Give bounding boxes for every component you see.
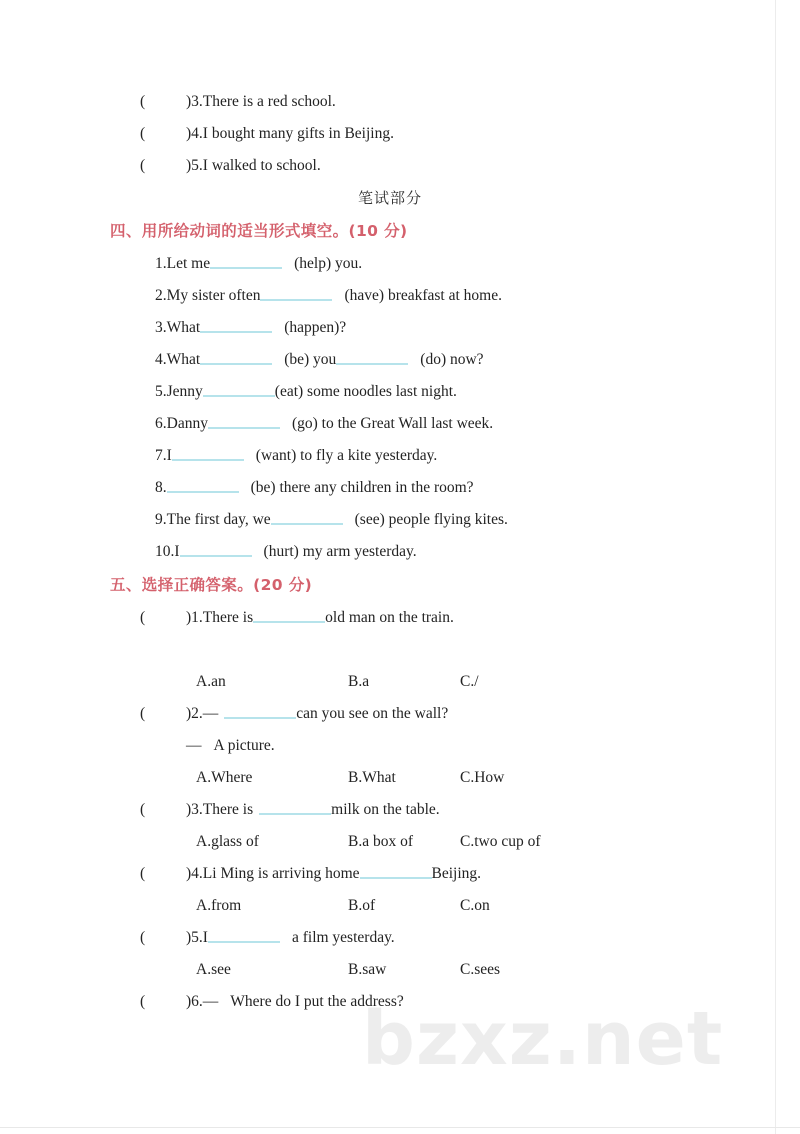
item-stem-pre: There is: [202, 609, 254, 626]
answer-blank[interactable]: [208, 928, 280, 943]
item-number: 1.: [155, 255, 167, 272]
answer-blank[interactable]: [200, 318, 272, 333]
item-number: 7.: [155, 447, 167, 464]
option-c[interactable]: C.sees: [460, 961, 501, 978]
option-b[interactable]: B.saw: [348, 961, 387, 978]
answer-bracket[interactable]: (: [140, 929, 146, 946]
option-a[interactable]: A.glass of: [196, 833, 259, 850]
answer-blank[interactable]: [260, 286, 332, 301]
item-stem-post: can you see on the wall?: [296, 705, 449, 722]
option-b[interactable]: B.a: [348, 673, 370, 690]
option-a[interactable]: A.an: [196, 673, 226, 690]
multiple-choice-item: [0, 858, 800, 890]
item-stem-pre: My sister often: [166, 287, 261, 304]
item-stem-post: a film yesterday.: [291, 929, 395, 946]
answer-blank[interactable]: [271, 510, 343, 525]
answer-bracket[interactable]: (: [140, 125, 146, 142]
option-row: [0, 890, 800, 922]
answer-blank[interactable]: [180, 542, 252, 557]
answer-bracket-close: ): [186, 157, 192, 174]
answer-blank[interactable]: [200, 350, 272, 365]
item-stem-post: (be) there any children in the room?: [250, 479, 474, 496]
item-number: 3.: [191, 93, 203, 110]
answer-blank[interactable]: [203, 382, 275, 397]
multiple-choice-item: [0, 698, 800, 730]
item-stem-pre: Let me: [166, 255, 211, 272]
item-stem-post: (have) breakfast at home.: [344, 287, 502, 304]
section-heading-four: 四、用所给动词的适当形式填空。(10 分): [110, 222, 408, 240]
option-b[interactable]: B.a box of: [348, 833, 414, 850]
item-number: 4.: [155, 351, 167, 368]
fill-blank-item: [0, 312, 800, 344]
answer-bracket[interactable]: (: [140, 801, 146, 818]
option-c[interactable]: C.two cup of: [460, 833, 541, 850]
answer-blank[interactable]: [167, 478, 239, 493]
item-stem-pre: What: [166, 319, 201, 336]
item-number: 6.: [191, 993, 203, 1010]
item-stem-post: (hurt) my arm yesterday.: [263, 543, 417, 560]
fill-blank-item: [0, 440, 800, 472]
item-text: I bought many gifts in Beijing.: [202, 125, 394, 142]
item-stem-post: (want) to fly a kite yesterday.: [255, 447, 438, 464]
fill-blank-item: [0, 248, 800, 280]
item-stem-post: (go) to the Great Wall last week.: [291, 415, 494, 432]
answer-bracket-close: ): [186, 705, 192, 722]
option-b[interactable]: B.What: [348, 769, 396, 786]
answer-bracket-close: ): [186, 865, 192, 882]
item-stem-pre: Li Ming is arriving home: [202, 865, 360, 882]
option-a[interactable]: A.see: [196, 961, 231, 978]
option-row: [0, 954, 800, 986]
item-number: 5.: [155, 383, 167, 400]
written-part-banner: [0, 182, 800, 214]
dialogue-answer-line: [0, 730, 800, 762]
fill-blank-item: [0, 536, 800, 568]
dialogue-dash: —: [186, 737, 202, 754]
answer-bracket-close: ): [186, 125, 192, 142]
multiple-choice-item: [0, 794, 800, 826]
answer-blank[interactable]: [360, 864, 432, 879]
item-number: 9.: [155, 511, 167, 528]
option-a[interactable]: A.Where: [196, 769, 253, 786]
item-stem-post: (eat) some noodles last night.: [274, 383, 457, 400]
answer-blank[interactable]: [336, 350, 408, 365]
answer-bracket[interactable]: (: [140, 609, 146, 626]
answer-blank[interactable]: [224, 704, 296, 719]
answer-bracket[interactable]: (: [140, 865, 146, 882]
item-stem-pre: There is: [202, 801, 254, 818]
item-number: 10.: [155, 543, 175, 560]
item-number: 2.: [191, 705, 203, 722]
item-stem-pre: I: [174, 543, 180, 560]
fill-blank-item: [0, 376, 800, 408]
item-stem-post: milk on the table.: [331, 801, 440, 818]
item-number: 5.: [191, 157, 203, 174]
item-number: 1.: [191, 609, 203, 626]
answer-blank[interactable]: [208, 414, 280, 429]
fill-blank-item: [0, 472, 800, 504]
item-stem-post: (happen)?: [284, 319, 347, 336]
item-number: 3.: [191, 801, 203, 818]
answer-blank[interactable]: [253, 608, 325, 623]
item-number: 5.: [191, 929, 203, 946]
fill-blank-item: [0, 344, 800, 376]
item-number: 6.: [155, 415, 167, 432]
item-number: 2.: [155, 287, 167, 304]
item-stem-pre: What: [166, 351, 201, 368]
answer-bracket-close: ): [186, 993, 192, 1010]
item-stem-pre: I: [202, 929, 208, 946]
item-stem-post: Where do I put the address?: [230, 993, 404, 1010]
item-number: 4.: [191, 125, 203, 142]
true-false-item: [0, 86, 800, 118]
answer-bracket[interactable]: (: [140, 705, 146, 722]
written-part-banner-label: 笔试部分: [357, 189, 422, 207]
fill-blank-item: [0, 408, 800, 440]
item-stem-pre: Jenny: [166, 383, 203, 400]
item-stem-post: (do) now?: [420, 351, 484, 368]
item-stem-post: old man on the train.: [325, 609, 454, 626]
option-row: [0, 762, 800, 794]
answer-bracket[interactable]: (: [140, 157, 146, 174]
answer-bracket-close: ): [186, 609, 192, 626]
fill-blank-item: [0, 280, 800, 312]
item-number: 4.: [191, 865, 203, 882]
dialogue-answer-text: A picture.: [213, 737, 275, 754]
answer-bracket[interactable]: (: [140, 93, 146, 110]
answer-bracket-close: ): [186, 801, 192, 818]
item-stem-post: (help) you.: [294, 255, 363, 272]
option-b[interactable]: B.of: [348, 897, 376, 914]
item-stem-pre: I: [166, 447, 172, 464]
page-edge-rule-bottom: [0, 1127, 800, 1128]
fill-blank-item: [0, 504, 800, 536]
section-heading-five: 五、选择正确答案。(20 分): [110, 576, 313, 594]
item-stem-post: (see) people flying kites.: [354, 511, 508, 528]
option-c[interactable]: C./: [460, 673, 479, 690]
item-stem-pre: Danny: [166, 415, 208, 432]
option-row: [0, 666, 800, 698]
item-number: 8.: [155, 479, 167, 496]
answer-bracket[interactable]: (: [140, 993, 146, 1010]
option-row: [0, 826, 800, 858]
answer-blank[interactable]: [172, 446, 244, 461]
answer-blank[interactable]: [210, 254, 282, 269]
answer-bracket-close: ): [186, 93, 192, 110]
item-stem-pre: The first day, we: [166, 511, 271, 528]
item-text: I walked to school.: [202, 157, 321, 174]
multiple-choice-item: [0, 922, 800, 954]
option-c[interactable]: C.How: [460, 769, 505, 786]
site-watermark: bzxz.net: [362, 996, 724, 1082]
dialogue-dash: —: [202, 993, 219, 1010]
true-false-item: [0, 118, 800, 150]
item-stem-mid: (be) you: [284, 351, 337, 368]
option-a[interactable]: A.from: [196, 897, 242, 914]
option-c[interactable]: C.on: [460, 897, 490, 914]
multiple-choice-item: [0, 602, 800, 634]
answer-blank[interactable]: [259, 800, 331, 815]
answer-bracket-close: ): [186, 929, 192, 946]
dialogue-dash: —: [202, 705, 219, 722]
item-stem-post: Beijing.: [431, 865, 482, 882]
item-text: There is a red school.: [202, 93, 336, 110]
item-number: 3.: [155, 319, 167, 336]
true-false-item: [0, 150, 800, 182]
